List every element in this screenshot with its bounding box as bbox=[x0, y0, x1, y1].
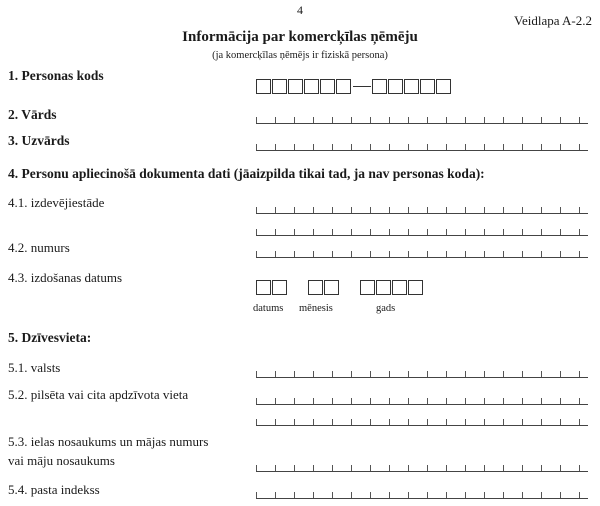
issue-date-label: 4.3. izdošanas datums bbox=[8, 270, 123, 285]
last-name-field[interactable] bbox=[256, 141, 588, 151]
residence-heading: 5. Dzīvesvieta: bbox=[8, 330, 92, 345]
number-field[interactable] bbox=[256, 248, 588, 258]
id-document-heading: 4. Personu apliecinošā dokumenta dati (jāaizpilda tikai tad, ja nav personas koda): bbox=[8, 166, 485, 181]
form-code: Veidlapa A-2.2 bbox=[514, 13, 592, 28]
last-name-label: 3. Uzvārds bbox=[8, 133, 70, 148]
form-title: Informācija par komercķīlas ņēmēju bbox=[182, 29, 418, 45]
first-name-field[interactable] bbox=[256, 114, 588, 124]
page-number: 4 bbox=[297, 3, 303, 17]
city-field-line1[interactable] bbox=[256, 395, 588, 405]
street-label-line1: 5.3. ielas nosaukums un mājas numurs bbox=[8, 434, 209, 449]
city-label: 5.2. pilsēta vai cita apdzīvota vieta bbox=[8, 387, 189, 402]
street-label-line2: vai māju nosaukums bbox=[8, 453, 115, 468]
street-field[interactable] bbox=[256, 462, 588, 472]
issuer-label: 4.1. izdevējiestāde bbox=[8, 195, 105, 210]
city-field-line2[interactable] bbox=[256, 416, 588, 426]
country-field[interactable] bbox=[256, 368, 588, 378]
personal-code-field[interactable] bbox=[256, 79, 452, 94]
date-month-label: mēnesis bbox=[299, 303, 333, 314]
personal-code-label: 1. Personas kods bbox=[8, 68, 104, 83]
date-day-label: datums bbox=[253, 303, 284, 314]
issue-date-field[interactable] bbox=[256, 280, 424, 295]
form-subtitle: (ja komercķīlas ņēmējs ir fiziskā persona) bbox=[212, 50, 388, 61]
postal-code-field[interactable] bbox=[256, 489, 588, 499]
number-label: 4.2. numurs bbox=[8, 240, 70, 255]
issuer-field-line1[interactable] bbox=[256, 204, 588, 214]
country-label: 5.1. valsts bbox=[8, 360, 61, 375]
date-year-label: gads bbox=[376, 303, 396, 314]
postal-code-label: 5.4. pasta indekss bbox=[8, 482, 100, 497]
first-name-label: 2. Vārds bbox=[8, 107, 57, 122]
issuer-field-line2[interactable] bbox=[256, 226, 588, 236]
